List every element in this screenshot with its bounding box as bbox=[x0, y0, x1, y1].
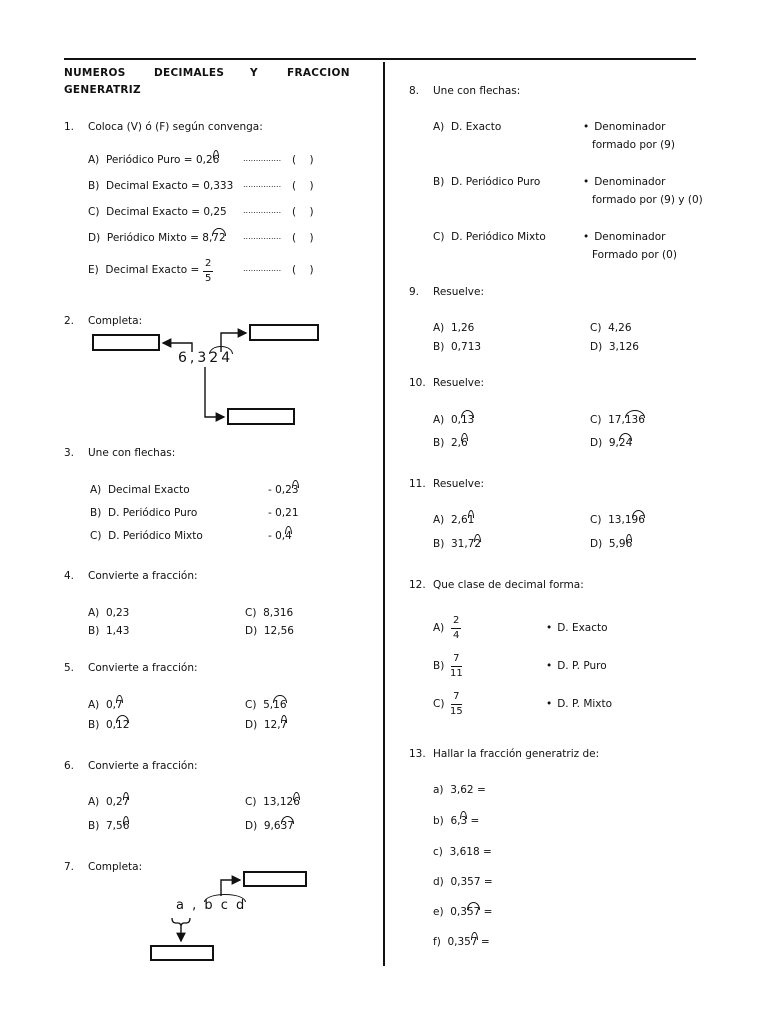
item-value: 0, bbox=[106, 719, 117, 731]
item-value: 13,12 bbox=[263, 796, 294, 808]
repeating-digits: 96 bbox=[631, 514, 645, 526]
q1-answer-blank-d[interactable]: ( ) bbox=[292, 232, 314, 244]
item-label: D) bbox=[590, 538, 603, 550]
q1-answer-blank-b[interactable]: ( ) bbox=[292, 180, 314, 192]
q8-number: 8. bbox=[409, 85, 420, 97]
item-label: B) bbox=[433, 538, 445, 550]
q11-item-b bbox=[433, 538, 481, 550]
item-label: B) bbox=[88, 180, 100, 192]
item-label: C) bbox=[590, 322, 602, 334]
q2-number: 2. bbox=[64, 315, 75, 327]
q13-item-e bbox=[433, 906, 492, 918]
item-text: D. Periódico Mixto bbox=[108, 530, 203, 542]
item-label: A) bbox=[88, 796, 100, 808]
repeating-digits: 13 bbox=[461, 414, 475, 426]
numerator: 2 bbox=[203, 257, 213, 272]
item-value: 2, bbox=[451, 437, 462, 449]
item-value: 0,3 bbox=[450, 906, 467, 918]
item-label: B) bbox=[433, 176, 445, 188]
q4-prompt: Convierte a fracción: bbox=[88, 570, 198, 582]
item-label: B) bbox=[88, 625, 100, 637]
q1-prompt: Coloca (V) ó (F) según convenga: bbox=[88, 121, 263, 133]
item-value: 3,126 bbox=[608, 341, 639, 353]
item-text: Periódico Mixto = 8, bbox=[106, 232, 213, 244]
q1-number: 1. bbox=[64, 121, 75, 133]
item-value: 9,6 bbox=[263, 820, 281, 832]
q13-number: 13. bbox=[409, 748, 426, 760]
item-label: B) bbox=[433, 437, 445, 449]
item-value: 0, bbox=[105, 699, 116, 711]
equals-sign: = bbox=[473, 784, 486, 796]
repeating-digits: 12 bbox=[116, 719, 130, 731]
q13-prompt: Hallar la fracción generatriz de: bbox=[433, 748, 600, 760]
q6-number: 6. bbox=[64, 760, 75, 772]
q6-prompt: Convierte a fracción: bbox=[88, 760, 198, 772]
q1-dots-d: ............... bbox=[243, 232, 282, 241]
q8-option-2-line-1: • Denominador bbox=[583, 176, 665, 188]
item-value: 12, bbox=[263, 719, 281, 731]
item-value: 0,713 bbox=[451, 341, 482, 353]
title-word-3: Y bbox=[250, 67, 258, 79]
q2-arrow-to-bottom-box bbox=[205, 367, 224, 417]
numerator: 7 bbox=[451, 690, 461, 705]
item-label: B) bbox=[90, 507, 102, 519]
item-value: 6, bbox=[450, 815, 461, 827]
item-text: Decimal Exacto = 0,25 bbox=[106, 206, 227, 218]
q7-prompt: Completa: bbox=[88, 861, 143, 873]
q12-number: 12. bbox=[409, 579, 426, 591]
q3-prompt: Une con flechas: bbox=[88, 447, 176, 459]
denominator: 15 bbox=[450, 706, 463, 717]
item-text: D. Periódico Puro bbox=[451, 176, 541, 188]
item-value: 0, bbox=[450, 414, 461, 426]
q1-answer-blank-c[interactable]: ( ) bbox=[292, 206, 314, 218]
item-value: 0,35 bbox=[447, 936, 471, 948]
q7-number: 7. bbox=[64, 861, 75, 873]
item-label: D) bbox=[245, 719, 258, 731]
repeating-digits: 1 bbox=[467, 514, 475, 526]
item-value: 3,618 bbox=[449, 846, 480, 858]
item-text: D. Periódico Mixto bbox=[451, 231, 546, 243]
item-label: C) bbox=[590, 514, 602, 526]
q11-item-a bbox=[433, 514, 474, 526]
item-value: 13,1 bbox=[608, 514, 632, 526]
q10-item-a bbox=[433, 414, 474, 426]
repeating-digits: 3 bbox=[460, 815, 468, 827]
item-label: d) bbox=[433, 876, 444, 888]
item-value: 12,56 bbox=[263, 625, 294, 637]
q12-item-b-fraction bbox=[450, 652, 463, 681]
item-label: D) bbox=[590, 437, 603, 449]
q9-item-d bbox=[590, 341, 639, 353]
q8-option-1-line-2: formado por (9) bbox=[592, 139, 675, 151]
item-label: A) bbox=[433, 414, 445, 426]
item-value: 17, bbox=[608, 414, 625, 426]
q8-option-2-line-2: formado por (9) y (0) bbox=[592, 194, 703, 206]
item-label: D) bbox=[590, 341, 603, 353]
integer-part: a bbox=[176, 898, 186, 913]
item-value: 1,43 bbox=[106, 625, 130, 637]
item-text: D. Exacto bbox=[450, 121, 502, 133]
q8-item-a bbox=[433, 121, 501, 133]
repeating-digits: 24 bbox=[618, 437, 633, 449]
q13-item-d bbox=[433, 876, 493, 888]
q1-dots-e: ............... bbox=[243, 264, 282, 273]
q13-item-f bbox=[433, 936, 490, 948]
item-label: C) bbox=[433, 231, 445, 243]
q5-prompt: Convierte a fracción: bbox=[88, 662, 198, 674]
q3-number: 3. bbox=[64, 447, 75, 459]
item-value: - 0,21 bbox=[268, 507, 299, 519]
repeating-digits: 16 bbox=[273, 699, 287, 711]
item-value: 1,26 bbox=[450, 322, 475, 334]
item-label: A) bbox=[88, 699, 100, 711]
repeating-digits: 7 bbox=[116, 699, 123, 711]
item-text: Decimal Exacto = 0,333 bbox=[106, 180, 234, 192]
item-value: - 0,2 bbox=[268, 484, 292, 496]
denominator: 5 bbox=[205, 273, 212, 284]
numerator: 2 bbox=[451, 614, 461, 629]
item-label: B) bbox=[433, 341, 445, 353]
q12-item-c-label: C) bbox=[433, 698, 445, 710]
q12-item-c-fraction bbox=[450, 690, 463, 719]
repeating-digits: 2 bbox=[474, 538, 482, 550]
q11-prompt: Resuelve: bbox=[433, 478, 484, 490]
equals-sign: = bbox=[480, 876, 493, 888]
q12-prompt: Que clase de decimal forma: bbox=[433, 579, 584, 591]
q9-item-b bbox=[433, 341, 481, 353]
repeating-digits: 57 bbox=[466, 906, 481, 918]
q8-option-3-line-2: Formado por (0) bbox=[592, 249, 677, 261]
q1-dots-c: ............... bbox=[243, 206, 282, 215]
q10-item-b bbox=[433, 437, 468, 449]
q1-answer-blank-a[interactable]: ( ) bbox=[292, 154, 314, 166]
item-value: 5, bbox=[263, 699, 274, 711]
item-value: 3,62 bbox=[450, 784, 474, 796]
title-line-2: GENERATRIZ bbox=[64, 84, 141, 96]
q1-dots-a: ............... bbox=[243, 154, 282, 163]
q5-number: 5. bbox=[64, 662, 75, 674]
q10-item-c bbox=[590, 414, 645, 426]
q9-prompt: Resuelve: bbox=[433, 286, 484, 298]
repeating-digits: 7 bbox=[122, 796, 130, 808]
item-value: 0,23 bbox=[105, 607, 130, 619]
item-label: f) bbox=[433, 936, 441, 948]
item-label: A) bbox=[88, 607, 100, 619]
repeating-digits: 7 bbox=[280, 719, 288, 731]
q8-option-3-line-1: • Denominador bbox=[583, 231, 665, 243]
item-label: c) bbox=[433, 846, 443, 858]
item-label: D) bbox=[88, 232, 101, 244]
q9-item-c bbox=[590, 322, 632, 334]
item-label: e) bbox=[433, 906, 444, 918]
q8-item-b bbox=[433, 176, 540, 188]
item-value: 0,2 bbox=[105, 796, 123, 808]
q1-dots-b: ............... bbox=[243, 180, 282, 189]
repeating-digits: 24 bbox=[209, 350, 234, 366]
repeating-digits: 72 bbox=[212, 232, 226, 244]
item-label: C) bbox=[88, 206, 100, 218]
item-label: C) bbox=[245, 699, 257, 711]
repeating-digits: 3 bbox=[291, 484, 299, 496]
q12-item-a-fraction bbox=[451, 614, 461, 643]
q13-item-b bbox=[433, 815, 479, 827]
numerator: 7 bbox=[451, 652, 461, 667]
item-label: C) bbox=[245, 796, 257, 808]
q9-number: 9. bbox=[409, 286, 420, 298]
item-label: E) bbox=[88, 264, 99, 276]
q8-prompt: Une con flechas: bbox=[433, 85, 521, 97]
q12-item-a-label: A) bbox=[433, 622, 445, 634]
q13-item-c bbox=[433, 846, 492, 858]
item-label: A) bbox=[90, 484, 102, 496]
item-value: 0,357 bbox=[450, 876, 481, 888]
q11-item-c bbox=[590, 514, 645, 526]
item-label: a) bbox=[433, 784, 444, 796]
item-text: Decimal Exacto bbox=[107, 484, 190, 496]
repeating-digits: 6 bbox=[461, 437, 468, 449]
item-value: 8,316 bbox=[263, 607, 294, 619]
q2-arrow-to-right-box bbox=[221, 333, 246, 352]
integer-part: 6 bbox=[178, 350, 190, 366]
decimal-comma: , bbox=[189, 350, 198, 366]
item-label: D) bbox=[245, 625, 258, 637]
q8-item-c bbox=[433, 231, 546, 243]
q12-option-2: • D. P. Puro bbox=[546, 660, 607, 672]
item-label: A) bbox=[88, 154, 100, 166]
repeating-digits: 136 bbox=[624, 414, 645, 426]
q13-item-a bbox=[433, 784, 486, 796]
denominator: 4 bbox=[453, 630, 460, 641]
item-value: 4,26 bbox=[608, 322, 632, 334]
item-text: D. Periódico Puro bbox=[108, 507, 198, 519]
item-value: 7,5 bbox=[106, 820, 123, 832]
q7-arrow-to-right-box bbox=[221, 880, 240, 896]
item-label: b) bbox=[433, 815, 444, 827]
repeating-digits: 6 bbox=[293, 796, 300, 808]
equals-sign: = bbox=[479, 846, 492, 858]
item-value: 9, bbox=[608, 437, 619, 449]
repeating-digits: 6 bbox=[625, 538, 633, 550]
item-value: 5,9 bbox=[608, 538, 626, 550]
repeating-digits: 4 bbox=[285, 530, 292, 542]
repeating-digits: b c d bbox=[204, 898, 247, 913]
repeating-digits: 37 bbox=[280, 820, 294, 832]
q2-prompt: Completa: bbox=[88, 315, 143, 327]
item-value: 2,6 bbox=[450, 514, 468, 526]
item-label: C) bbox=[590, 414, 602, 426]
decimal-comma: , bbox=[192, 898, 199, 913]
item-value: - 0, bbox=[268, 530, 286, 542]
non-repeating-digit: 3 bbox=[197, 350, 210, 366]
q12-item-b-label: B) bbox=[433, 660, 445, 672]
q11-number: 11. bbox=[409, 478, 426, 490]
equals-sign: = bbox=[477, 936, 490, 948]
title-word-2: DECIMALES bbox=[154, 67, 225, 79]
q11-item-d bbox=[590, 538, 632, 550]
q2-arrow-to-left-box bbox=[163, 343, 192, 352]
repeating-digits: 6 bbox=[122, 820, 130, 832]
q10-prompt: Resuelve: bbox=[433, 377, 484, 389]
q1-answer-blank-e[interactable]: ( ) bbox=[292, 264, 314, 276]
item-value: 31,7 bbox=[451, 538, 475, 550]
item-label: A) bbox=[433, 322, 445, 334]
item-label: C) bbox=[245, 607, 257, 619]
q12-option-3: • D. P. Mixto bbox=[546, 698, 612, 710]
title-word-4: FRACCION bbox=[287, 67, 350, 79]
item-label: B) bbox=[88, 719, 100, 731]
repeating-digits: 6 bbox=[212, 154, 220, 166]
title-word-1: NUMEROS bbox=[64, 67, 126, 79]
item-text: Periódico Puro = 0,2 bbox=[105, 154, 213, 166]
item-label: D) bbox=[245, 820, 258, 832]
q10-number: 10. bbox=[409, 377, 426, 389]
equals-sign: = bbox=[480, 906, 493, 918]
item-label: A) bbox=[433, 514, 445, 526]
q4-number: 4. bbox=[64, 570, 75, 582]
item-label: C) bbox=[90, 530, 102, 542]
denominator: 11 bbox=[450, 668, 463, 679]
q10-item-d bbox=[590, 437, 632, 449]
item-label: B) bbox=[88, 820, 100, 832]
q12-option-1: • D. Exacto bbox=[546, 622, 608, 634]
equals-sign: = bbox=[467, 815, 480, 827]
q7-brace bbox=[172, 918, 190, 927]
item-text: Decimal Exacto = bbox=[105, 264, 200, 276]
q9-item-a bbox=[433, 322, 474, 334]
q8-option-1-line-1: • Denominador bbox=[583, 121, 665, 133]
repeating-digits: 7 bbox=[470, 936, 478, 948]
item-label: A) bbox=[433, 121, 445, 133]
